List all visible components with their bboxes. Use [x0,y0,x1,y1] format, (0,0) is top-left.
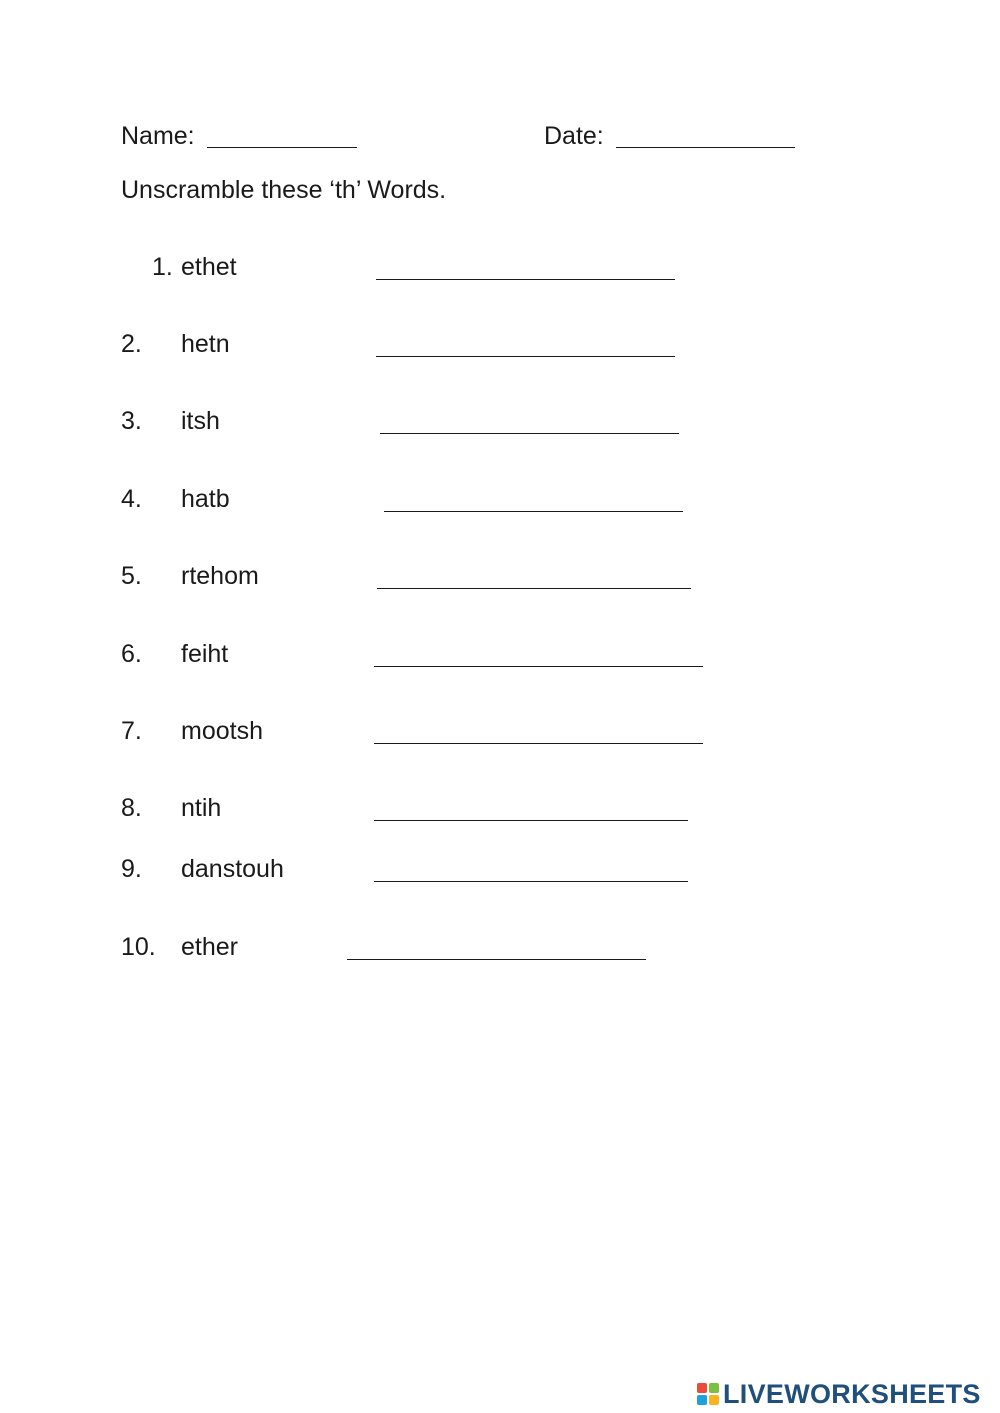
answer-line-4[interactable] [384,511,683,512]
item-number: 1. [152,253,173,281]
name-label: Name: [121,122,195,150]
answer-line-3[interactable] [380,433,679,434]
logo-square [697,1395,707,1405]
scrambled-word: hatb [181,485,230,513]
scrambled-word: ethet [181,253,237,281]
answer-line-10[interactable] [347,959,646,960]
scrambled-word: danstouh [181,855,284,883]
name-answer-line[interactable] [207,147,357,148]
item-number: 10. [121,933,156,961]
answer-line-5[interactable] [377,588,691,589]
logo-square [709,1395,719,1405]
answer-line-2[interactable] [376,356,675,357]
liveworksheets-logo-icon [697,1383,719,1405]
logo-square [697,1383,707,1393]
date-answer-line[interactable] [616,147,795,148]
item-number: 6. [121,640,142,668]
scrambled-word: mootsh [181,717,263,745]
date-label: Date: [544,122,604,150]
answer-line-1[interactable] [376,279,675,280]
liveworksheets-logo [697,1376,981,1412]
scrambled-word: ntih [181,794,222,822]
answer-line-6[interactable] [374,666,703,667]
scrambled-word: ether [181,933,238,961]
instructions: Unscramble these ‘th’ Words. [121,176,447,204]
answer-line-7[interactable] [374,743,703,744]
logo-square [709,1383,719,1393]
answer-line-8[interactable] [374,820,688,821]
item-number: 9. [121,855,142,883]
scrambled-word: itsh [181,407,220,435]
item-number: 8. [121,794,142,822]
item-number: 7. [121,717,142,745]
liveworksheets-brand: LIVEWORKSHEETS [723,1378,981,1409]
item-number: 5. [121,562,142,590]
item-number: 2. [121,330,142,358]
scrambled-word: rtehom [181,562,259,590]
answer-line-9[interactable] [374,881,688,882]
scrambled-word: feiht [181,640,229,668]
item-number: 3. [121,407,142,435]
scrambled-word: hetn [181,330,230,358]
item-number: 4. [121,485,142,513]
